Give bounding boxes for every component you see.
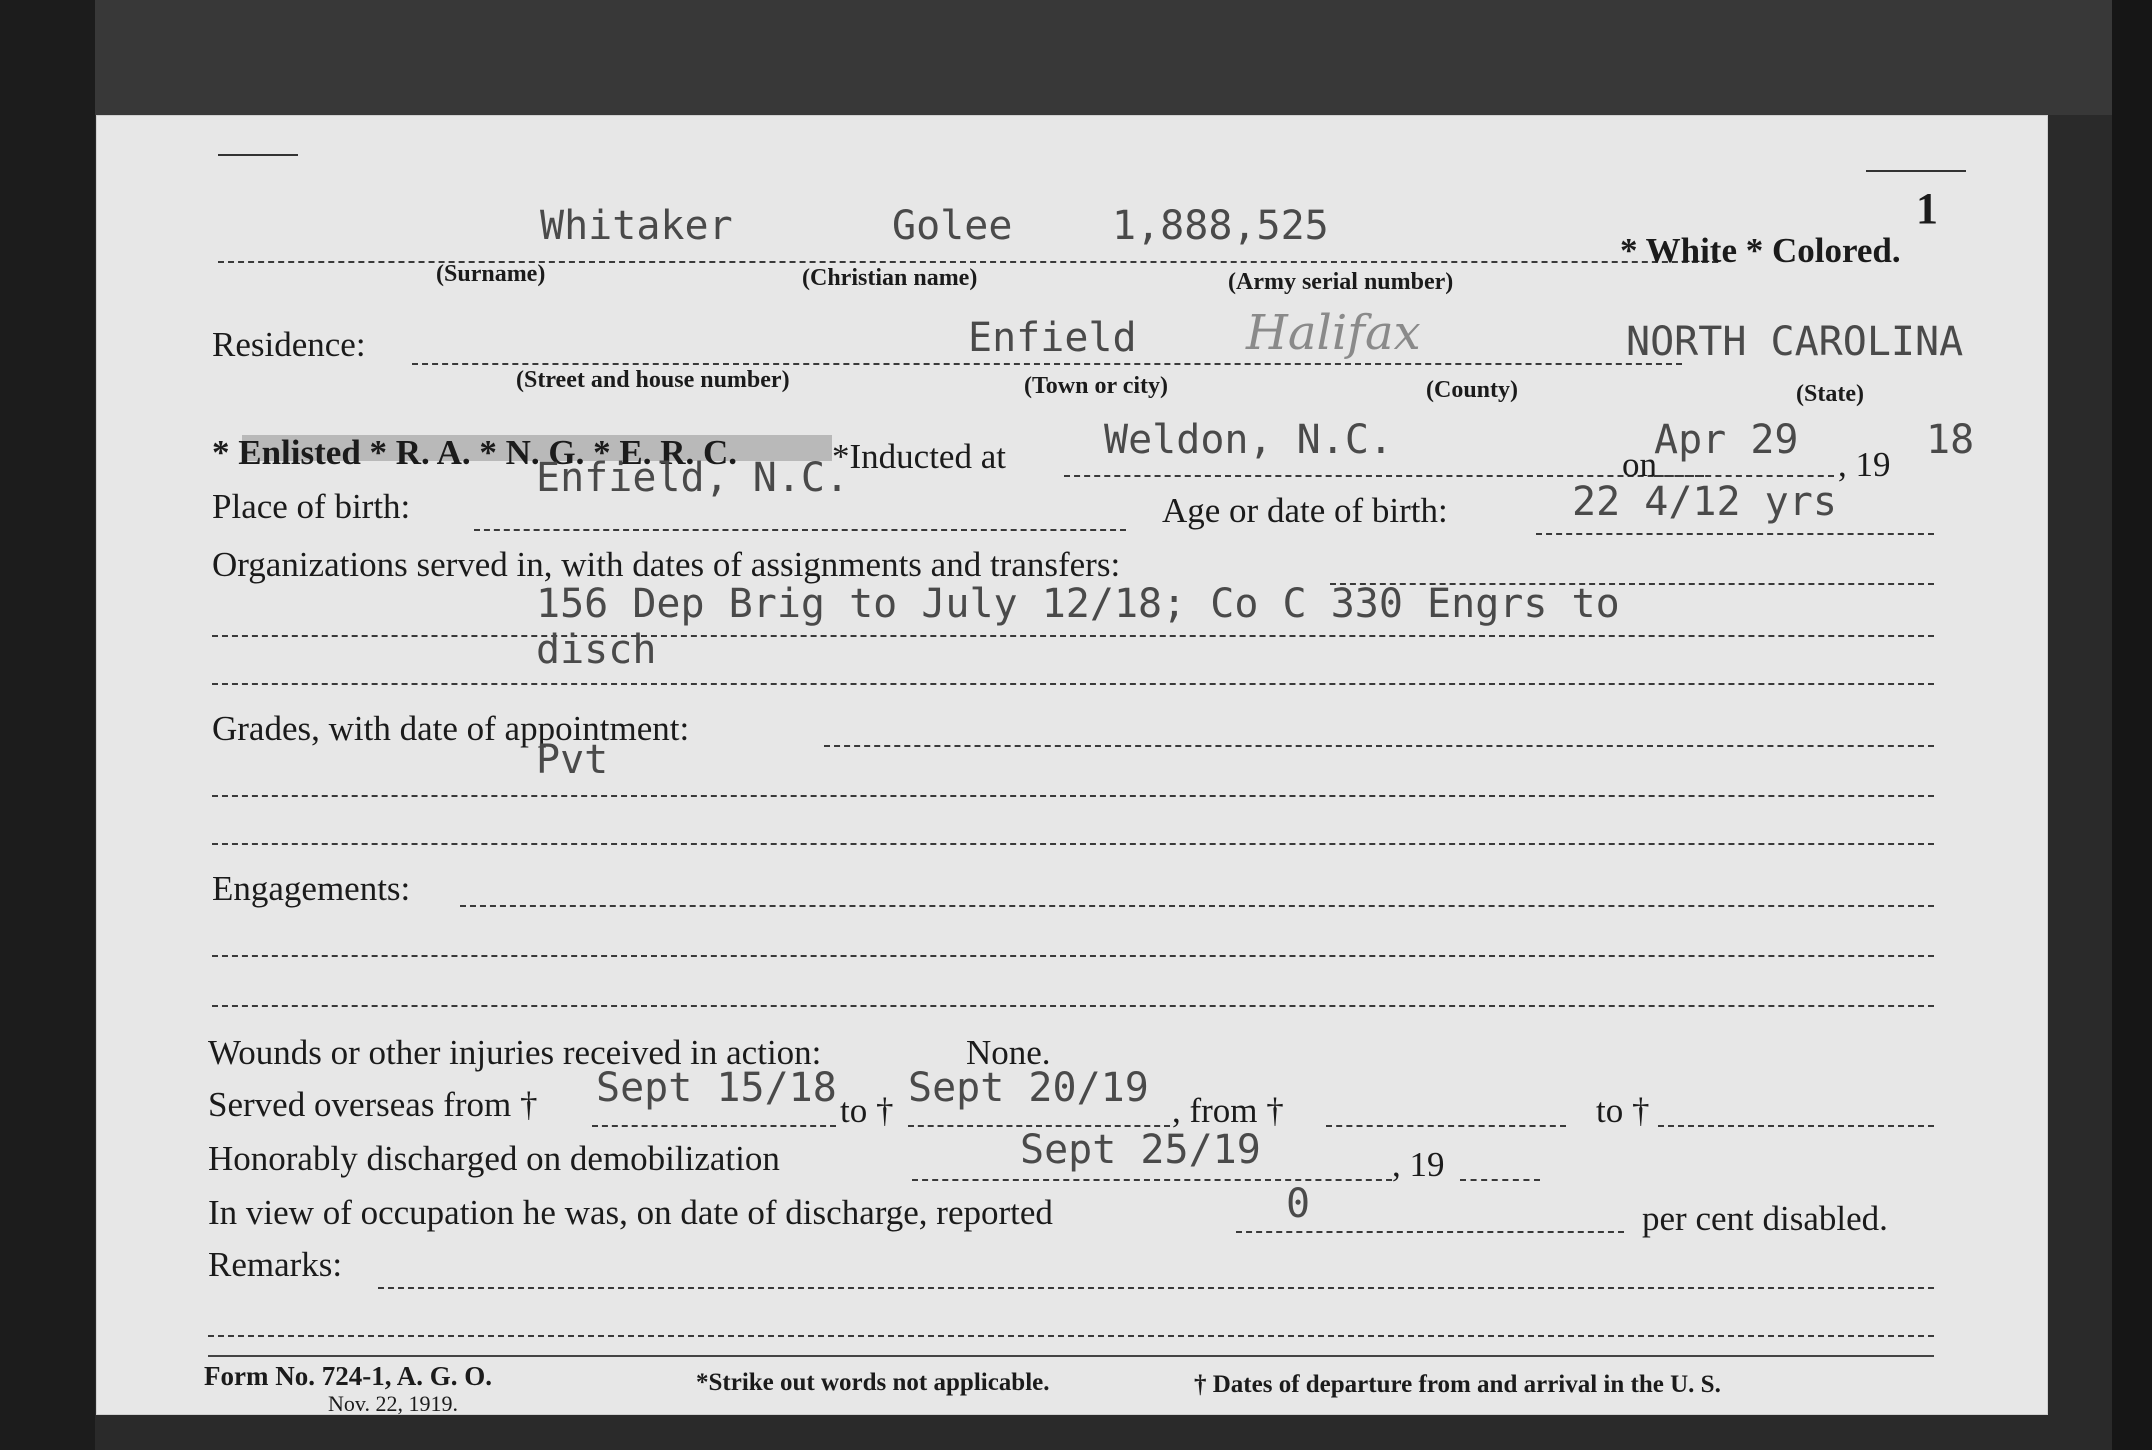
grades-line-1 — [212, 795, 1934, 797]
overseas-to-value: Sept 20/19 — [908, 1065, 1149, 1111]
discharged-date-value: Sept 25/19 — [1020, 1127, 1261, 1173]
overseas-from-value: Sept 15/18 — [596, 1065, 837, 1111]
remarks-line-1 — [208, 1335, 1934, 1337]
residence-line — [412, 363, 1682, 365]
engagements-label: Engagements: — [212, 869, 411, 908]
inducted-date-value: Apr 29 — [1654, 417, 1799, 463]
disabled-label: In view of occupation he was, on date of discharge, reported — [208, 1193, 1053, 1232]
organizations-line-1 — [212, 635, 1934, 637]
from-label-2: , from † — [1172, 1091, 1284, 1130]
discharged-year-line — [1460, 1179, 1540, 1181]
year-prefix: , 19 — [1838, 445, 1891, 484]
residence-state-value: NORTH CAROLINA — [1626, 319, 1964, 365]
overseas-to-2-line — [1658, 1125, 1934, 1127]
inducted-year-value: 18 — [1926, 417, 1975, 463]
engagements-line-0 — [460, 905, 1934, 907]
top-left-rule — [218, 154, 298, 156]
discharged-line — [912, 1179, 1392, 1181]
inducted-at-line — [1064, 475, 1704, 477]
scan-background-right — [2112, 0, 2152, 1450]
engagements-line-1 — [212, 955, 1934, 957]
disabled-suffix: per cent disabled. — [1642, 1199, 1888, 1238]
caption-christian-name: (Christian name) — [802, 265, 978, 291]
christian-name-value: Golee — [892, 203, 1013, 249]
grade-value: Pvt — [536, 737, 609, 783]
top-right-rule — [1866, 170, 1966, 172]
caption-street: (Street and house number) — [516, 367, 790, 393]
footnote-strike: *Strike out words not applicable. — [696, 1369, 1050, 1396]
caption-serial-number: (Army serial number) — [1228, 269, 1454, 295]
birthplace-line — [474, 529, 1126, 531]
overseas-from-2-line — [1326, 1125, 1566, 1127]
grades-label: Grades, with date of appointment: — [212, 709, 690, 748]
residence-label: Residence: — [212, 325, 366, 364]
footer-rule — [208, 1355, 1934, 1357]
wounds-value: None. — [966, 1033, 1051, 1072]
discharged-label: Honorably discharged on demobilization — [208, 1139, 780, 1178]
discharged-year-prefix: , 19 — [1392, 1145, 1445, 1184]
organizations-line2-value: disch — [536, 627, 657, 673]
footnote-dates: † Dates of departure from and arrival in the U. S. — [1194, 1371, 1721, 1398]
overseas-from-line — [592, 1125, 836, 1127]
form-date: Nov. 22, 1919. — [328, 1391, 458, 1416]
residence-county-value: Halifax — [1246, 305, 1421, 361]
organizations-label: Organizations served in, with dates of assignments and transfers: — [212, 545, 1121, 584]
caption-county: (County) — [1426, 377, 1519, 403]
organizations-line-2 — [212, 683, 1934, 685]
birthplace-value: Enfield, N.C. — [536, 455, 850, 501]
serial-number-value: 1,888,525 — [1112, 203, 1329, 249]
overseas-label: Served overseas from † — [208, 1085, 538, 1124]
engagements-line-2 — [212, 1005, 1934, 1007]
inducted-label: *Inducted at — [832, 437, 1006, 476]
race-options: * White * Colored. — [1620, 231, 1901, 270]
age-line — [1536, 533, 1934, 535]
page-number: 1 — [1916, 184, 1938, 233]
disabled-line — [1236, 1231, 1624, 1233]
age-value: 22 4/12 yrs — [1572, 479, 1837, 525]
grades-line-2 — [212, 843, 1934, 845]
wounds-label: Wounds or other injuries received in action: — [208, 1033, 822, 1072]
organizations-line1-value: 156 Dep Brig to July 12/18; Co C 330 Engrs to — [536, 581, 1620, 627]
form-number: Form No. 724-1, A. G. O. — [204, 1361, 492, 1391]
service-record-card — [96, 115, 2048, 1415]
to-label-2: to † — [1596, 1091, 1650, 1130]
on-label: on — [1622, 445, 1657, 484]
remarks-line-0 — [378, 1287, 1934, 1289]
inducted-date-line — [1654, 475, 1834, 477]
to-label-1: to † — [840, 1091, 894, 1130]
remarks-label: Remarks: — [208, 1245, 343, 1284]
birthplace-label: Place of birth: — [212, 487, 411, 526]
inducted-at-value: Weldon, N.C. — [1104, 417, 1393, 463]
caption-state: (State) — [1796, 381, 1864, 407]
surname-value: Whitaker — [540, 203, 733, 249]
scan-background-left — [0, 0, 95, 1450]
enlisted-options: * Enlisted * R. A. * N. G. * E. R. C. — [212, 433, 738, 472]
scan-background-top — [0, 0, 2152, 115]
caption-surname: (Surname) — [436, 261, 546, 287]
disabled-value: 0 — [1286, 1181, 1311, 1227]
caption-town: (Town or city) — [1024, 373, 1168, 399]
grades-line-0 — [824, 745, 1934, 747]
age-label: Age or date of birth: — [1162, 491, 1448, 530]
residence-town-value: Enfield — [968, 315, 1137, 361]
